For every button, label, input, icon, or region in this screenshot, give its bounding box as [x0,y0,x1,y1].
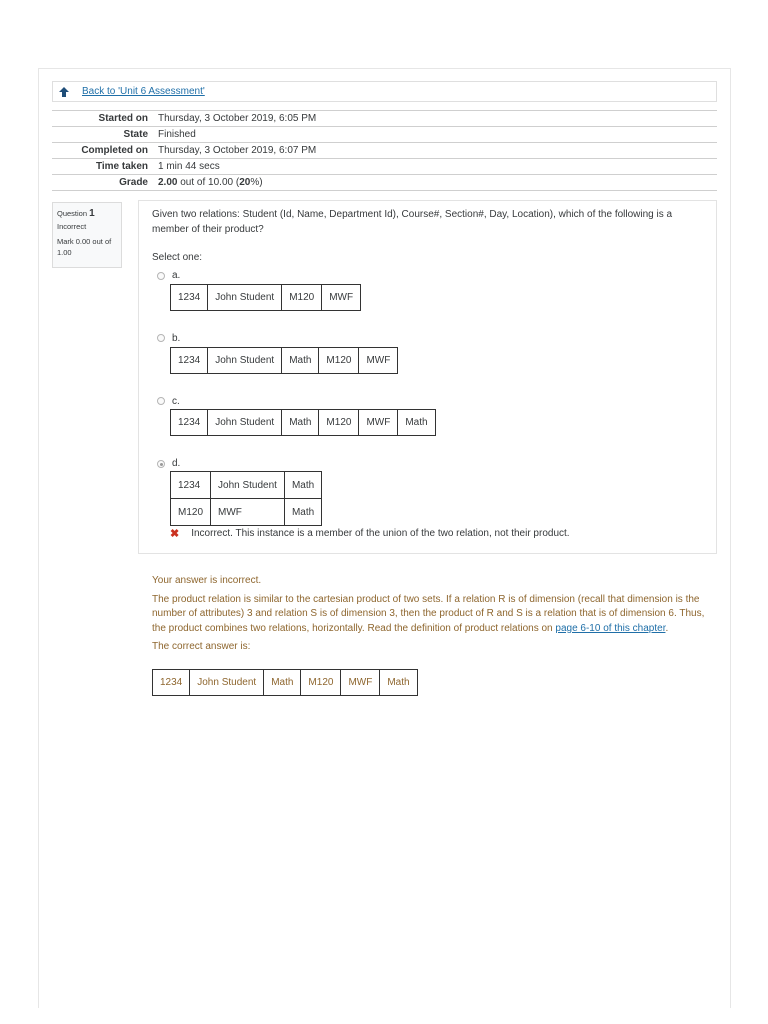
feedback-text: Incorrect. This instance is a member of the union of the two relation, not their product. [191,528,570,539]
table-cell: 1234 [153,670,190,696]
summary-label: Started on [98,113,148,124]
question-number [57,208,117,220]
table-cell: M120 [171,499,211,526]
table-row [153,670,418,696]
option-d-table[interactable] [170,471,322,526]
option-feedback [170,527,570,540]
option-b-letter: b. [172,333,181,344]
summary-value: 1 min 44 secs [158,161,220,172]
summary-value: Thursday, 3 October 2019, 6:05 PM [158,113,317,124]
option-c-radio[interactable] [157,397,165,405]
table-cell: MWF [359,348,398,374]
correct-answer-label: The correct answer is: [152,641,251,652]
table-cell: M120 [319,348,359,374]
table-cell: MWF [322,285,361,311]
table-row [171,499,322,526]
select-one-prompt: Select one: [152,252,203,263]
question-text: Given two relations: Student (Id, Name, Department Id), Course#, Section#, Day, Location), which of the following is a member of their product? [152,209,673,235]
table-cell: Math [284,499,321,526]
summary-row [52,143,717,159]
option-c-table[interactable] [170,409,436,436]
back-navigation-bar [52,81,717,102]
summary-row [52,111,717,127]
grade-points: 2.00 [158,177,178,188]
question-mark: Mark 0.00 out of 1.00 [57,237,112,257]
table-row [171,285,361,311]
summary-label: Time taken [95,161,148,172]
option-b-table[interactable] [170,347,398,374]
table-cell: Math [380,670,417,696]
summary-label: State [123,129,148,140]
arrow-up-icon [59,87,73,97]
explanation-text: The product relation is similar to the cartesian product of two sets. If a relation R is of dimension (recall that dimension is the number of attributes) 3 and relation S is of dimension 3, then the product of R and S is a relation that is of dimension 6. Thus, the product combines two relations, horizontally. Read the definition of product relations on [152,593,705,634]
table-cell: MWF [359,410,398,436]
table-cell: 1234 [171,472,211,499]
table-cell: M120 [301,670,341,696]
table-cell: Math [282,348,319,374]
cross-icon: ✖ [170,528,180,540]
table-cell: M120 [319,410,359,436]
option-d-letter: d. [172,458,181,469]
option-a-table[interactable] [170,284,361,311]
option-b-radio[interactable] [157,334,165,342]
question-info-panel [52,202,122,268]
table-row [171,348,398,374]
attempt-summary-table [52,110,717,191]
outcome-panel [152,574,708,655]
table-cell: John Student [208,348,282,374]
option-a-radio[interactable] [157,272,165,280]
question-label: Question [57,209,90,218]
table-cell: Math [284,472,321,499]
table-row [171,410,436,436]
outcome-explanation [152,593,708,637]
outcome-status: Your answer is incorrect. [152,575,262,586]
table-cell: John Student [208,410,282,436]
chapter-page-link[interactable]: page 6-10 of this chapter [555,622,666,634]
option-d-radio[interactable] [157,460,165,468]
correct-answer-table [152,669,418,696]
summary-row [52,175,717,191]
table-cell: Math [264,670,301,696]
back-to-assessment-link[interactable]: Back to 'Unit 6 Assessment' [82,86,205,97]
grade-value [158,175,717,191]
table-cell: M120 [282,285,322,311]
table-cell: John Student [190,670,264,696]
summary-value: Thursday, 3 October 2019, 6:07 PM [158,145,317,156]
table-cell: MWF [211,499,285,526]
grade-mid: out of 10.00 ( [177,177,240,188]
grade-end: %) [250,177,263,188]
table-cell: 1234 [171,285,208,311]
summary-label: Grade [119,177,148,188]
table-row [171,472,322,499]
option-c-letter: c. [172,396,180,407]
summary-label: Completed on [81,145,148,156]
table-cell: 1234 [171,410,208,436]
grade-percent: 20 [239,177,251,188]
question-state: Incorrect [57,222,87,231]
table-cell: John Student [208,285,282,311]
table-cell: Math [398,410,435,436]
table-cell: Math [282,410,319,436]
summary-value: Finished [158,129,196,140]
table-cell: John Student [211,472,285,499]
question-no: 1 [89,208,95,219]
summary-row [52,159,717,175]
summary-row [52,127,717,143]
table-cell: MWF [341,670,380,696]
explanation-suffix: . [665,622,669,634]
option-a-letter: a. [172,270,181,281]
table-cell: 1234 [171,348,208,374]
